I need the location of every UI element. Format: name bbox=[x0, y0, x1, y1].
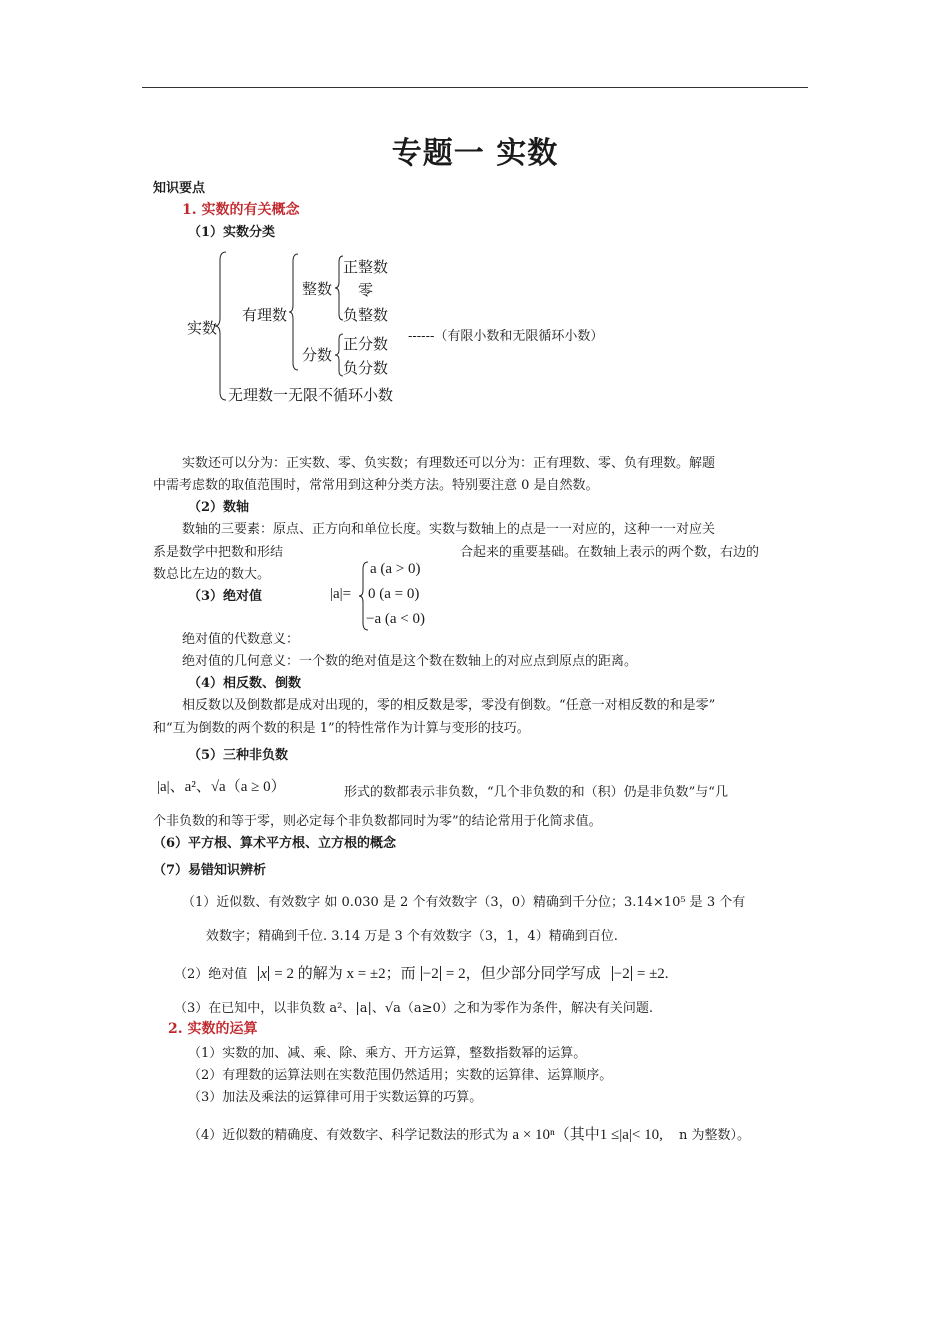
operations-item2: （2）有理数的运算法则在实数范围仍然适用；实数的运算律、运算顺序。 bbox=[188, 1068, 613, 1083]
abs-algebraic-meaning: 绝对值的代数意义： bbox=[182, 632, 300, 647]
section-1-heading: 1. 实数的有关概念 bbox=[182, 202, 300, 218]
subheading-common-errors: （7）易错知识辨析 bbox=[153, 863, 267, 878]
subheading-absolute-value: （3）绝对值 bbox=[188, 589, 263, 604]
scientific-notation-form: a × 10ⁿ（其中1 ≤|a|< 10, bbox=[512, 1127, 663, 1143]
abs-case-zero: 0 (a = 0) bbox=[368, 586, 420, 602]
tree-zero: 零 bbox=[358, 281, 374, 299]
nonnegative-forms: |a|、a²、√a（a ≥ 0） bbox=[157, 779, 286, 795]
abs-geometric-meaning: 绝对值的几何意义：一个数的绝对值是这个数在数轴上的对应点到原点的距离。 bbox=[182, 654, 638, 669]
operations-item4-tail: n 为整数）。 bbox=[679, 1128, 751, 1143]
error-item1-line2: 效数字；精确到千位. 3.14 万是 3 个有效数字（3，1，4）精确到百位. bbox=[206, 929, 618, 944]
page-title: 专题一 实数 bbox=[391, 136, 559, 171]
axis-text-line3: 数总比左边的数大。 bbox=[153, 567, 271, 582]
root-brace bbox=[214, 250, 228, 402]
tree-integers: 整数 bbox=[302, 280, 333, 298]
error-item2-correct bbox=[420, 966, 442, 982]
subheading-opposites: （4）相反数、倒数 bbox=[188, 676, 302, 691]
top-rule bbox=[142, 87, 808, 88]
tree-positive-integers: 正整数 bbox=[343, 258, 389, 276]
subheading-roots: （6）平方根、算术平方根、立方根的概念 bbox=[153, 836, 397, 851]
tree-positive-fractions: 正分数 bbox=[343, 335, 389, 353]
subheading-number-line: （2）数轴 bbox=[188, 500, 250, 515]
abs-case-positive: a (a > 0) bbox=[370, 561, 421, 577]
operations-item4 bbox=[188, 1123, 750, 1144]
rational-brace bbox=[288, 252, 300, 372]
axis-text-line2b: 合起来的重要基础。在数轴上表示的两个数，右边的 bbox=[460, 545, 760, 560]
fraction-note: ------（有限小数和无限循环小数） bbox=[408, 329, 604, 344]
error-item2-solution: = 2 的解为 x = ±2；而 bbox=[274, 966, 416, 982]
operations-item1: （1）实数的加、减、乘、除、乘方、开方运算，整数指数幂的运算。 bbox=[188, 1046, 587, 1061]
error-item2-wrong-value: = ±2. bbox=[636, 966, 669, 982]
error-item2-label: （2）绝对值 bbox=[174, 967, 248, 982]
classify-text-line2: 中需考虑数的取值范围时，常常用到这种分类方法。特别要注意 0 是自然数。 bbox=[153, 478, 599, 493]
opposites-text-line2: 和“互为倒数的两个数的积是 1”的特性常作为计算与变形的技巧。 bbox=[153, 721, 530, 736]
axis-text-line2a: 系是数学中把数和形结 bbox=[153, 545, 284, 560]
opposites-text-line1: 相反数以及倒数都是成对出现的，零的相反数是零，零没有倒数。“任意一对相反数的和是零” bbox=[182, 698, 716, 713]
tree-negative-fractions: 负分数 bbox=[343, 359, 389, 377]
error-item1-line1: （1）近似数、有效数字 如 0.030 是 2 个有效数字（3，0）精确到千分位；3.14×10⁵ 是 3 个有 bbox=[182, 895, 746, 910]
subheading-nonnegative: （5）三种非负数 bbox=[188, 748, 289, 763]
operations-item4-text: （4）近似数的精确度、有效数字、科学记数法的形式为 bbox=[188, 1128, 509, 1143]
abs-lhs: |a|= bbox=[330, 586, 352, 602]
tree-root: 实数 bbox=[187, 319, 218, 337]
nonnegative-text-line1: 形式的数都表示非负数，“几个非负数的和（积）仍是非负数”与“几 bbox=[344, 785, 728, 800]
error-item2 bbox=[174, 962, 669, 983]
operations-item3: （3）加法及乘法的运算律可用于实数运算的巧算。 bbox=[188, 1090, 483, 1105]
tree-rational: 有理数 bbox=[242, 306, 288, 324]
error-item2-math bbox=[257, 966, 270, 982]
tree-fractions: 分数 bbox=[302, 346, 333, 364]
error-item3: （3）在已知中，以非负数 a²、|a|、√a（a≥0）之和为零作为条件，解决有关问题. bbox=[174, 1001, 653, 1016]
error-item2-correct-value: = 2，但少部分同学写成 bbox=[445, 966, 601, 982]
knowledge-header: 知识要点 bbox=[153, 181, 206, 196]
neg-two-wrong: −2 bbox=[613, 966, 630, 982]
nonnegative-text-line2: 个非负数的和等于零，则必定每个非负数都同时为零”的结论常用于化简求值。 bbox=[153, 814, 602, 829]
neg-two: −2 bbox=[422, 966, 439, 982]
classify-text-line1: 实数还可以分为：正实数、零、负实数；有理数还可以分为：正有理数、零、负有理数。解题 bbox=[182, 456, 716, 471]
error-item2-wrong bbox=[611, 966, 633, 982]
abs-x: x bbox=[260, 966, 268, 982]
abs-case-negative: −a (a < 0) bbox=[366, 611, 425, 627]
axis-text-line1: 数轴的三要素：原点、正方向和单位长度。实数与数轴上的点是一一对应的，这种一一对应关 bbox=[182, 522, 716, 537]
tree-irrational: 无理数一无限不循环小数 bbox=[228, 386, 394, 404]
subheading-classification: （1）实数分类 bbox=[188, 225, 276, 240]
section-2-heading: 2. 实数的运算 bbox=[168, 1021, 258, 1037]
tree-negative-integers: 负整数 bbox=[343, 306, 389, 324]
